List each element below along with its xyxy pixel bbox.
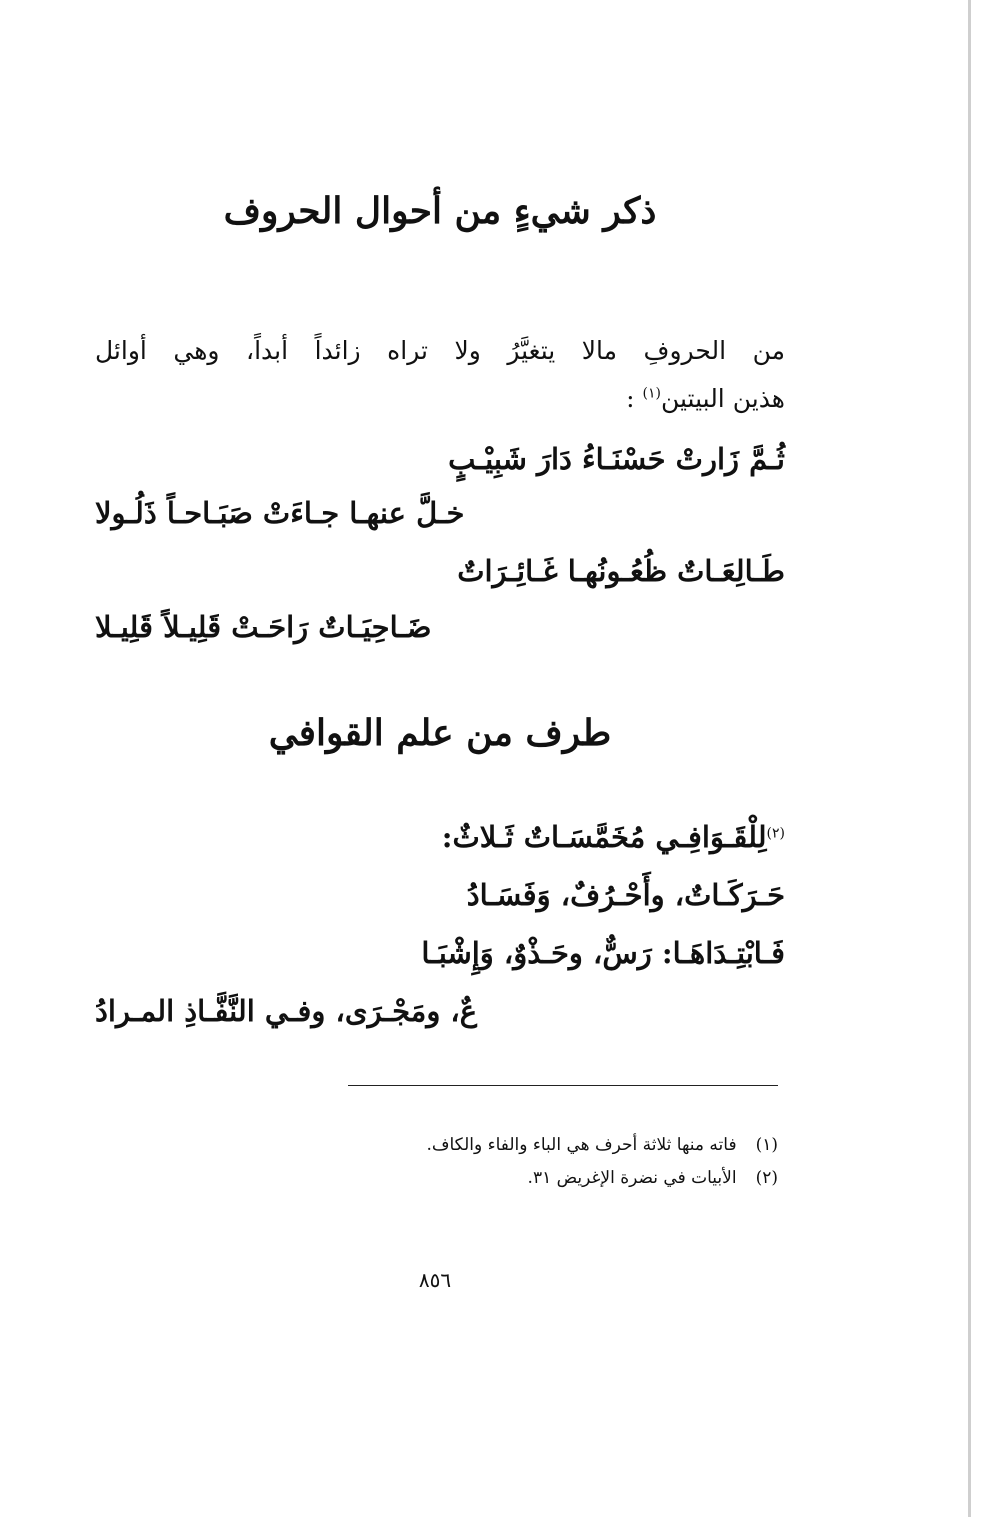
page-number: ٨٥٦ (418, 1268, 452, 1292)
verse-1-left-hemistich: خـلَّ عنهـا جـاءَتْ صَبَـاحـاً ذَلُـولا (95, 496, 465, 530)
section-heading-letters: ذكر شيءٍ من أحوال الحروف (223, 190, 657, 232)
verse-4-right-hemistich: فَـابْتِـدَاهَـا: رَسٌّ، وحَـذْوٌ، وَإِشْبَـا (421, 936, 785, 970)
footnote-2-text: الأبيات في نضرة الإغريض ٣١. (527, 1168, 737, 1188)
verse-1-right-hemistich: ثُـمَّ زَارتْ حَسْنَـاءُ دَارَ شَبِيْـبٍ (448, 442, 785, 476)
footnote-ref-1: (١) (642, 385, 661, 402)
footnote-2-number: (٢) (755, 1168, 778, 1188)
verse-2-right-hemistich: طَـالِعَـاتٌ ظُعُـونُهـا غَـائِـرَاتٌ (457, 554, 785, 588)
footnote-2 (218, 1168, 778, 1188)
footnote-separator (348, 1085, 778, 1086)
intro-line-2-colon: : (626, 384, 635, 413)
footnote-1-number: (١) (755, 1135, 778, 1155)
intro-paragraph-line-1: من الحروفِ مالا يتغيَّرُ ولا تراه زائداً أبداً، وهي أوائل (95, 336, 785, 365)
footnote-ref-2: (٢) (766, 825, 785, 842)
intro-line-2-text: هذين البيتين (660, 384, 785, 413)
footnote-1 (218, 1135, 778, 1155)
section-heading-rhymes: طرف من علم القوافي (268, 712, 612, 754)
rhymes-intro-line (95, 820, 785, 854)
verse-3-right-hemistich: حَـرَكَـاتٌ، وأَحْـرُفٌ، وَفَسَـادُ (466, 878, 785, 912)
verse-2-left-hemistich: ضَـاحِيَـاتٌ رَاحَـتْ قَلِيـلاً قَلِيـلا (95, 610, 432, 644)
verse-4-left-hemistich: عٌ، ومَجْـرَى، وفـي النَّفَّـاذِ المـرادُ (95, 994, 478, 1028)
footnote-1-text: فاته منها ثلاثة أحرف هي الباء والفاء والكاف. (426, 1135, 737, 1155)
scan-edge-line (968, 0, 971, 1517)
intro-paragraph-line-2 (95, 384, 785, 413)
rhymes-intro-text: لِلْقَـوَافِـي مُخَمَّسَـاتٌ ثَـلاثٌ: (441, 820, 767, 854)
